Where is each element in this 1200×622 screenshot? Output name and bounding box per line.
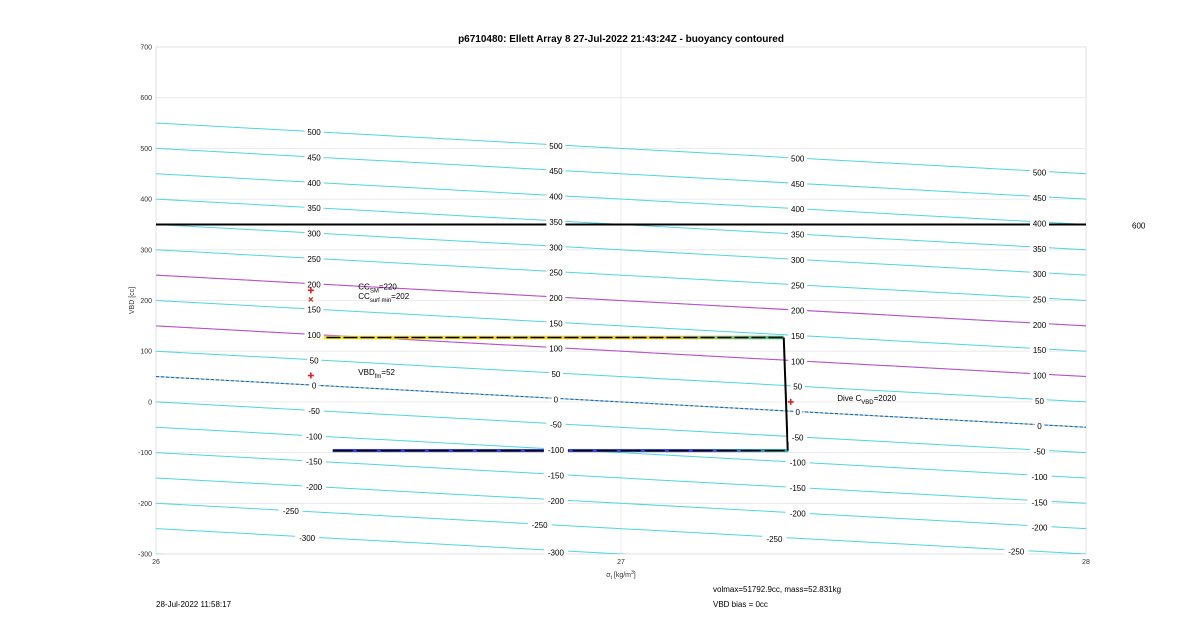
x-axis-label-close: ] [633, 572, 636, 579]
contour-label: 300 [1032, 270, 1047, 280]
contour-label: 500 [307, 128, 321, 138]
contour-label: 50 [793, 382, 803, 392]
contour-label: 0 [553, 395, 559, 405]
contour-label: 100 [1032, 371, 1047, 381]
contour-label: 150 [307, 305, 321, 315]
x-tick-label: 26 [152, 559, 160, 566]
contour-label: -200 [306, 483, 323, 493]
contour-label: -200 [789, 509, 806, 519]
y-tick-label: 700 [140, 44, 152, 52]
annotation-main: VBD [358, 368, 375, 378]
y-tick-label: 200 [140, 298, 152, 305]
x-axis-label-main: σ [606, 572, 611, 579]
contour-label: -200 [1031, 523, 1048, 533]
contour-label: -300 [547, 548, 564, 558]
contour-label: 500 [549, 141, 563, 151]
annotation-rest: =220 [378, 282, 397, 292]
annotation-sub: VBD [861, 399, 874, 406]
y-tick-label: 600 [140, 95, 152, 103]
contour-label: 350 [1032, 244, 1047, 254]
contour-label: 500 [1032, 168, 1047, 178]
contour-label: 300 [307, 229, 321, 239]
contour-label: -50 [1033, 447, 1046, 457]
contour-label: -250 [1008, 547, 1025, 557]
contour-label: -100 [306, 432, 323, 442]
contour-label: -250 [282, 506, 299, 516]
y-tick-label: -100 [137, 450, 152, 458]
contour-label: 400 [791, 205, 805, 215]
contour-label: 300 [791, 255, 805, 265]
contour-label: 200 [1032, 320, 1047, 330]
annotation-rest: =2020 [873, 393, 897, 403]
contour-label-black: 600 [1132, 221, 1146, 231]
contour-label: 150 [791, 331, 805, 341]
y-tick-label: 400 [140, 196, 152, 204]
x-axis-label-unit: [kg/m [611, 572, 632, 579]
annotation-sub: fm [374, 374, 382, 381]
annotation-rest: =52 [381, 368, 395, 378]
contour-label: 150 [549, 319, 563, 329]
footer-timestamp: 28-Jul-2022 11:58:17 [156, 600, 232, 609]
contour-label: -300 [299, 533, 316, 543]
y-tick-label: -200 [137, 500, 152, 508]
contour-label: 100 [549, 344, 563, 354]
contour-label: 50 [1035, 396, 1044, 406]
contour-label: 300 [549, 243, 563, 253]
contour-label: 450 [1032, 194, 1047, 204]
x-tick-label: 28 [1082, 559, 1090, 566]
contour-label: 150 [1032, 346, 1047, 356]
contour-label: -100 [789, 458, 806, 468]
contour-label: -250 [531, 521, 548, 531]
contour-label: -50 [550, 420, 562, 430]
contour-label: 250 [307, 254, 321, 264]
contour-label: 0 [1037, 422, 1042, 432]
contour-label: 250 [791, 281, 805, 291]
chart-title: p6710480: Ellett Array 8 27-Jul-2022 21:43:24Z - buoyancy contoured [458, 34, 784, 45]
y-tick-label: 300 [140, 247, 152, 255]
contour-label: 200 [307, 280, 321, 290]
footer-vbd-bias: VBD bias = 0cc [713, 600, 768, 609]
y-tick-label: 0 [148, 399, 152, 407]
contour-label: 0 [795, 408, 800, 418]
contour-label: 100 [791, 357, 805, 367]
contour-label: 350 [791, 230, 805, 240]
y-tick-label: 100 [140, 348, 152, 356]
x-axis-label-sub: t [610, 575, 612, 581]
x-axis-label [606, 570, 636, 581]
contour-label: -100 [547, 446, 564, 456]
contour-label: 200 [549, 293, 563, 303]
y-tick-label: 500 [140, 145, 152, 153]
y-axis-label: VBD [cc] [129, 286, 136, 315]
annotation-main: CC [358, 282, 370, 292]
contour-label: 400 [1032, 219, 1047, 229]
contour-label: 50 [309, 356, 319, 366]
contour-label: 250 [549, 268, 563, 278]
annotation-rest: =202 [391, 291, 410, 301]
contour-label: -200 [547, 496, 564, 506]
contour-label: -150 [1031, 498, 1048, 508]
contour-label: 400 [549, 192, 563, 202]
contour-label: 200 [791, 306, 805, 316]
contour-label: -50 [791, 433, 804, 443]
x-axis-label-sup: 3 [631, 570, 634, 576]
contour-label: -150 [789, 484, 806, 494]
contour-label: -250 [766, 534, 783, 544]
annotation-sub: surf min [369, 297, 392, 304]
contour-label: -150 [547, 471, 564, 481]
contour-label: 450 [549, 167, 563, 177]
contour-label: 450 [307, 153, 321, 163]
annotation-main: CC [358, 291, 370, 301]
x-tick-label: 27 [617, 559, 625, 566]
contour-label: 350 [307, 204, 321, 214]
contour-label: -150 [306, 457, 323, 467]
footer-volmax: volmax=51792.9cc, mass=52.831kg [713, 585, 842, 594]
y-tick-label: -300 [137, 551, 152, 559]
contour-label: -50 [308, 407, 320, 417]
contour-label: 500 [791, 154, 805, 164]
contour-label: 400 [307, 178, 321, 188]
contour-label: 250 [1032, 295, 1047, 305]
contour-label: -100 [1031, 472, 1048, 482]
contour-label: 350 [549, 217, 563, 227]
annotation-sub: SM [369, 288, 379, 295]
contour-label: 100 [307, 330, 321, 340]
contour-label: 50 [551, 370, 561, 380]
annotation-main: Dive C [837, 393, 862, 403]
contour-label: 0 [311, 381, 317, 391]
contour-label: 450 [791, 179, 805, 189]
